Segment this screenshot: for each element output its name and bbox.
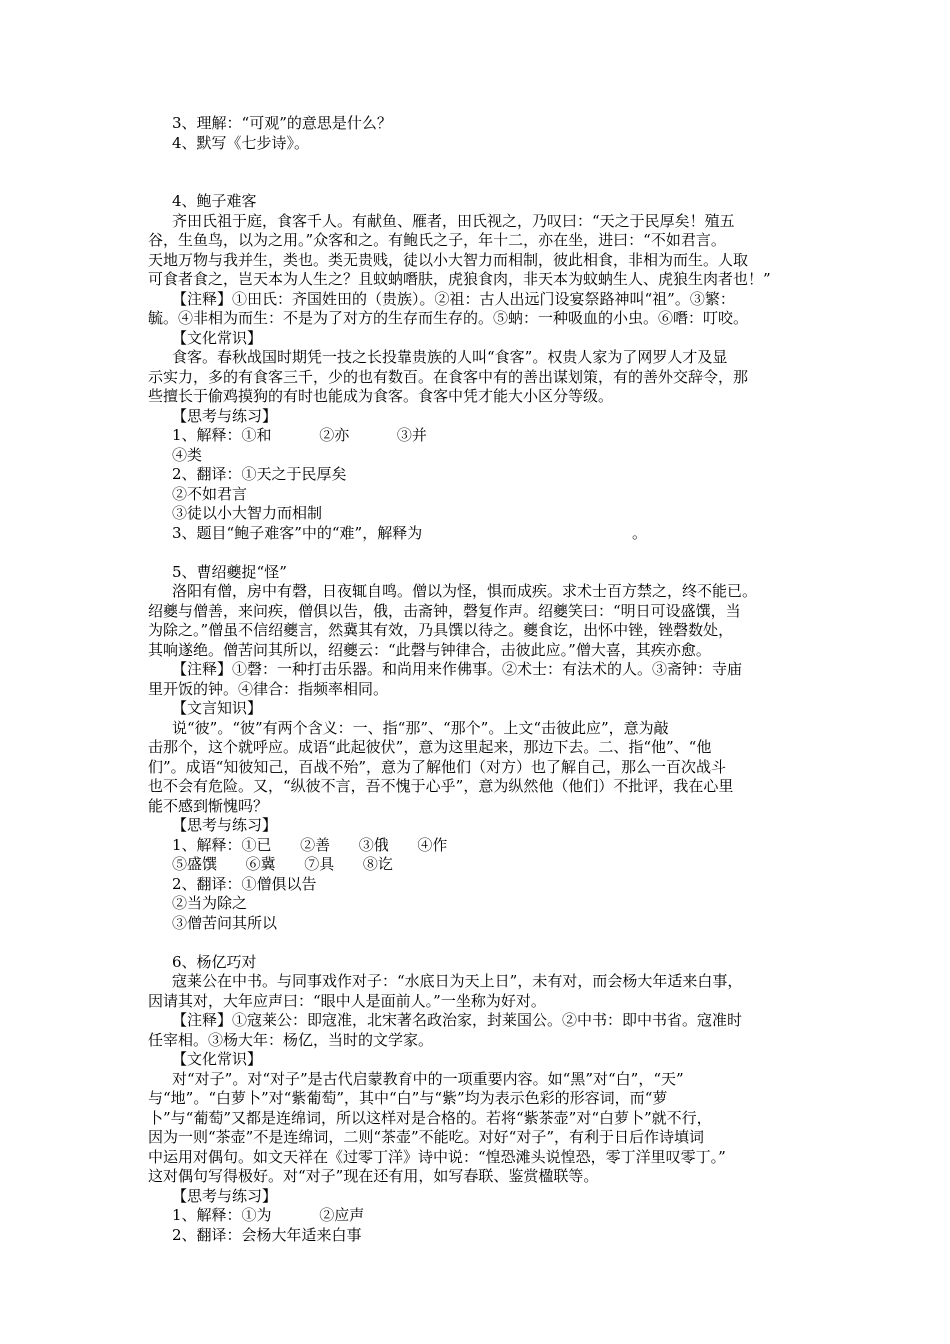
section-heading: 【文化常识】: [172, 328, 263, 347]
knowledge-line: 击那个，这个就呼应。成语“此起彼伏”，意为这里起来，那边下去。二、指“他”、“他: [148, 738, 712, 756]
culture-line: 对“对子”。对“对子”是古代启蒙教育中的一项重要内容。如“黑”对“白”，“天”: [172, 1069, 684, 1088]
question-line: 3、理解：“可观”的意思是什么？: [172, 114, 392, 132]
section-heading: 【文言知识】: [172, 699, 263, 717]
passage-line: 为除之。”僧虽不信绍夔言，然冀其有效，乃具馔以待之。夔食讫，出怀中锉，锉磬数处，: [148, 621, 734, 639]
notes-line: 【注释】①田氏：齐国姓田的（贵族）。②祖：古人出远门设宴祭路神叫“祖”。③繁：: [172, 289, 735, 308]
practice-line: ④类: [172, 445, 203, 464]
spacer: [172, 933, 812, 953]
practice-line: ②当为除之: [172, 894, 248, 912]
passage-line: 天地万物与我并生，类也。类无贵贱，徒以小大智力而相制，彼此相食，非相为而生。人取: [148, 250, 749, 269]
passage-line: 谷，生鱼鸟，以为之用。”众客和之。有鲍氏之子，年十二，亦在坐，进曰：“不如君言。: [148, 231, 726, 249]
practice-line: 1、解释：①已 ②善 ③俄 ④作: [172, 835, 448, 854]
passage-line: 可食者食之，岂天本为人生之？且蚊蚋噆肤，虎狼食肉，非天本为蚊蚋生人、虎狼生肉者也！”: [148, 270, 771, 288]
section-title: 6、杨亿巧对: [172, 952, 257, 971]
practice-line: 3、题目“鲍子难客”中的“难”，解释为 。: [172, 523, 648, 542]
spacer: [172, 543, 812, 563]
culture-line: 这对偶句写得极好。对“对子”现在还有用，如写春联、鉴赏楹联等。: [148, 1167, 599, 1185]
culture-line: 示实力，多的有食客三千，少的也有数百。在食客中有的善出谋划策，有的善外交辞令，那: [148, 367, 749, 386]
passage-line: 因请其对，大年应声曰：“眼中人是面前人。”一坐称为好对。: [148, 991, 546, 1010]
section-heading: 【思考与练习】: [172, 1186, 278, 1205]
passage-line: 其响遂绝。僧苦问其所以，绍夔云：“此磬与钟律合，击彼此应。”僧大喜，其疾亦愈。: [148, 640, 711, 659]
culture-line: 卜”与“葡萄”又都是连绵词，所以这样对是合格的。若将“紫茶壶”对“白萝卜”就不行，: [148, 1108, 712, 1127]
section-title: 5、曹绍夔捉“怪”: [172, 562, 287, 581]
notes-line: 【注释】①磬：一种打击乐器。和尚用来作佛事。②术士：有法术的人。③斋钟：寺庙: [172, 660, 743, 678]
knowledge-line: 能不感到惭愧吗？: [148, 796, 269, 815]
passage-line: 绍夔与僧善，来问疾，僧俱以告，俄，击斋钟，磬复作声。绍夔笑曰：“明日可设盛馔，当: [148, 601, 741, 620]
practice-line: 1、解释：①为 ②应声: [172, 1206, 365, 1224]
section-heading: 【思考与练习】: [172, 406, 278, 425]
knowledge-line: 说“彼”。“彼”有两个含义：一、指“那”、“那个”。上文“击彼此应”，意为敲: [172, 718, 669, 737]
notes-line: 任宰相。③杨大年：杨亿，当时的文学家。: [148, 1030, 434, 1049]
culture-line: 因为一则“茶壶”不是连绵词，二则“茶壶”不能吃。对好“对子”，有利于日后作诗填词: [148, 1128, 705, 1146]
practice-line: ③徒以小大智力而相制: [172, 504, 323, 522]
question-line: 4、默写《七步诗》。: [172, 133, 310, 152]
passage-line: 寇莱公在中书。与同事戏作对子：“水底日为天上日”，未有对，而会杨大年适来白事，: [172, 972, 743, 990]
practice-line: ②不如君言: [172, 484, 248, 503]
practice-line: ⑤盛馔 ⑥冀 ⑦具 ⑧讫: [172, 855, 393, 873]
culture-line: 些擅长于偷鸡摸狗的有时也能成为食客。食客中凭才能大小区分等级。: [148, 387, 614, 405]
notes-line: 里开饭的钟。④律合：指频率相同。: [148, 679, 389, 698]
spacer: [172, 153, 812, 192]
knowledge-line: 也不会有危险。又，“纵彼不言，吾不愧于心乎”，意为纵然他（他们）不批评，我在心里: [148, 777, 734, 795]
document-page: [148, 114, 812, 1245]
culture-line: 中运用对偶句。如文天祥在《过零丁洋》诗中说：“惶恐滩头说惶恐，零丁洋里叹零丁。”: [148, 1147, 726, 1166]
knowledge-line: 们”。成语“知彼知己，百战不殆”，意为了解他们（对方）也了解自己，那么一百次战斗: [148, 757, 727, 776]
section-heading: 【思考与练习】: [172, 816, 278, 834]
notes-line: 【注释】①寇莱公：即寇准，北宋著名政治家，封莱国公。②中书：即中书省。寇准时: [172, 1011, 743, 1029]
practice-line: 2、翻译：会杨大年适来白事: [172, 1225, 362, 1244]
passage-line: 洛阳有僧，房中有磬，日夜辄自鸣。僧以为怪，惧而成疾。求术士百方禁之，终不能已。: [172, 582, 758, 600]
section-title: 4、鲍子难客: [172, 192, 257, 210]
culture-line: 与“地”。“白萝卜”对“紫葡萄”，其中“白”与“紫”均为表示色彩的形容词，而“萝: [148, 1089, 668, 1107]
notes-line: 毓。④非相为而生：不是为了对方的生存而生存的。⑤蚋：一种吸血的小虫。⑥噆：叮咬。: [148, 309, 749, 327]
culture-line: 食客。春秋战国时期凭一技之长投靠贵族的人叫“食客”。权贵人家为了网罗人才及显: [172, 348, 728, 366]
practice-line: 2、翻译：①天之于民厚矣: [172, 465, 347, 483]
section-heading: 【文化常识】: [172, 1050, 263, 1068]
practice-line: 2、翻译：①僧俱以告: [172, 874, 317, 893]
practice-line: 1、解释：①和 ②亦 ③并: [172, 426, 427, 444]
passage-line: 齐田氏祖于庭，食客千人。有献鱼、雁者，田氏视之，乃叹曰：“天之于民厚矣！殖五: [172, 211, 735, 230]
practice-line: ③僧苦问其所以: [172, 913, 278, 932]
